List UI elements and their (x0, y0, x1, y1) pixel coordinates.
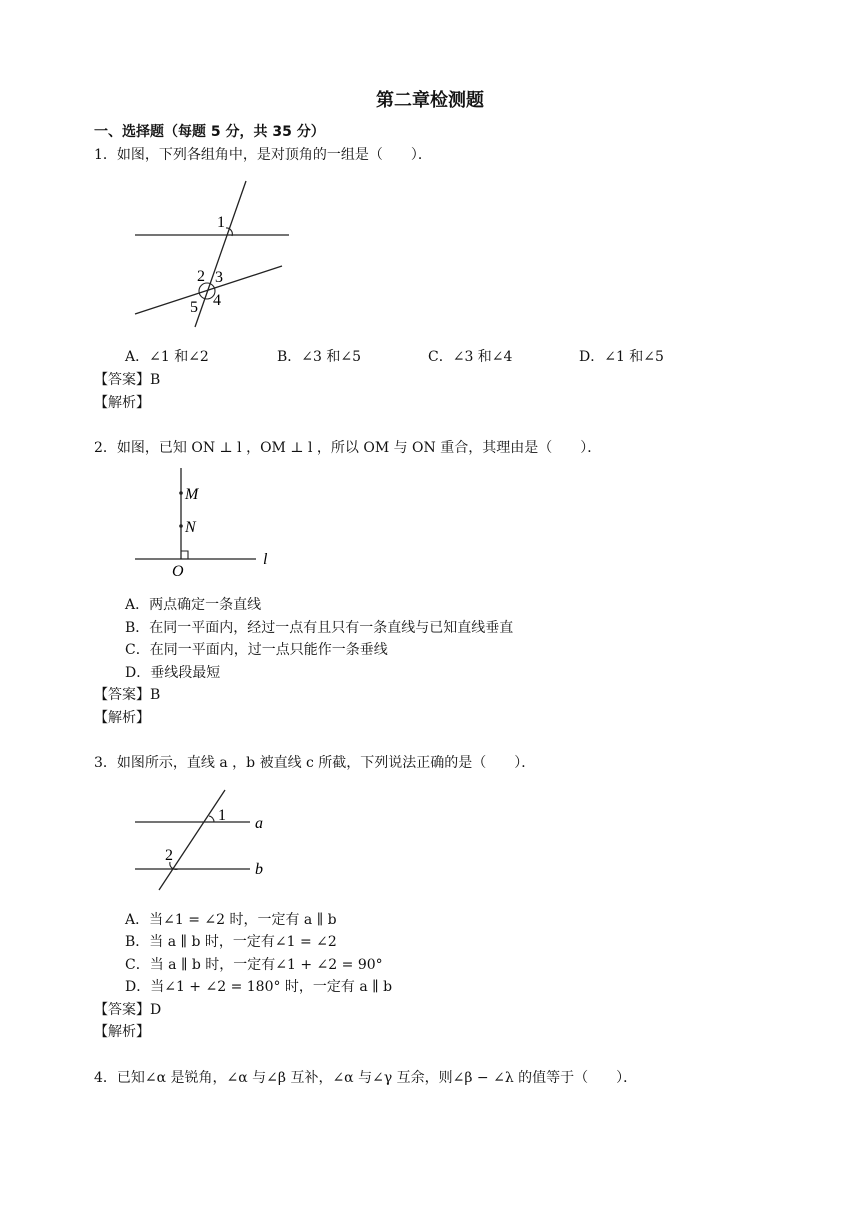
q3-option-d: D．当∠1 + ∠2 = 180° 时，一定有 a ∥ b (125, 979, 393, 995)
q2-label-l: l (263, 551, 268, 568)
q2-option-d: D．垂线段最短 (125, 665, 221, 681)
q2-label-o: O (172, 563, 184, 580)
q2-option-b: B．在同一平面内，经过一点有且只有一条直线与已知直线垂直 (125, 620, 514, 636)
q3-label-b: b (255, 861, 263, 878)
q3-label-1: 1 (218, 807, 226, 824)
q1-option-b: B．∠3 和∠5 (277, 349, 362, 365)
q3-label-a: a (255, 815, 263, 832)
q2-label-n: N (185, 519, 196, 536)
q2-option-c: C．在同一平面内，过一点只能作一条垂线 (125, 642, 388, 658)
q1-option-d: D．∠1 和∠5 (579, 349, 664, 365)
q3-stem: 3．如图所示，直线 a ，b 被直线 c 所截，下列说法正确的是（ ）． (94, 755, 536, 771)
q2-option-a: A．两点确定一条直线 (125, 597, 262, 613)
q1-label-3: 3 (215, 269, 223, 286)
q2-answer: 【答案】B (94, 687, 161, 703)
q4-stem: 4．已知∠α 是锐角，∠α 与∠β 互补，∠α 与∠γ 互余，则∠β − ∠λ 的值等于（ ）． (94, 1070, 638, 1086)
q1-option-a: A．∠1 和∠2 (125, 349, 209, 365)
q1-label-5: 5 (190, 299, 198, 316)
q2-analysis: 【解析】 (94, 710, 150, 726)
q2-stem: 2．如图，已知 ON ⊥ l ，OM ⊥ l ，所以 OM 与 ON 重合，其理由是（ ）． (94, 440, 602, 456)
q3-answer: 【答案】D (94, 1002, 162, 1018)
page-title: 第二章检测题 (376, 90, 484, 111)
q2-label-m: M (185, 486, 199, 503)
q3-analysis: 【解析】 (94, 1024, 150, 1040)
q3-option-b: B．当 a ∥ b 时，一定有∠1 = ∠2 (125, 934, 337, 950)
q1-option-c: C．∠3 和∠4 (428, 349, 513, 365)
q1-label-2: 2 (197, 268, 205, 285)
q1-stem: 1．如图，下列各组角中，是对顶角的一组是（ ）． (94, 147, 432, 163)
q1-label-1: 1 (217, 214, 225, 231)
q3-option-a: A．当∠1 = ∠2 时，一定有 a ∥ b (125, 912, 337, 928)
q1-analysis: 【解析】 (94, 395, 150, 411)
q1-answer: 【答案】B (94, 372, 161, 388)
q1-label-4: 4 (213, 292, 221, 309)
q3-label-2: 2 (165, 847, 173, 864)
section-heading: 一、选择题（每题 5 分，共 35 分） (94, 124, 325, 140)
q3-option-c: C．当 a ∥ b 时，一定有∠1 + ∠2 = 90° (125, 957, 383, 973)
